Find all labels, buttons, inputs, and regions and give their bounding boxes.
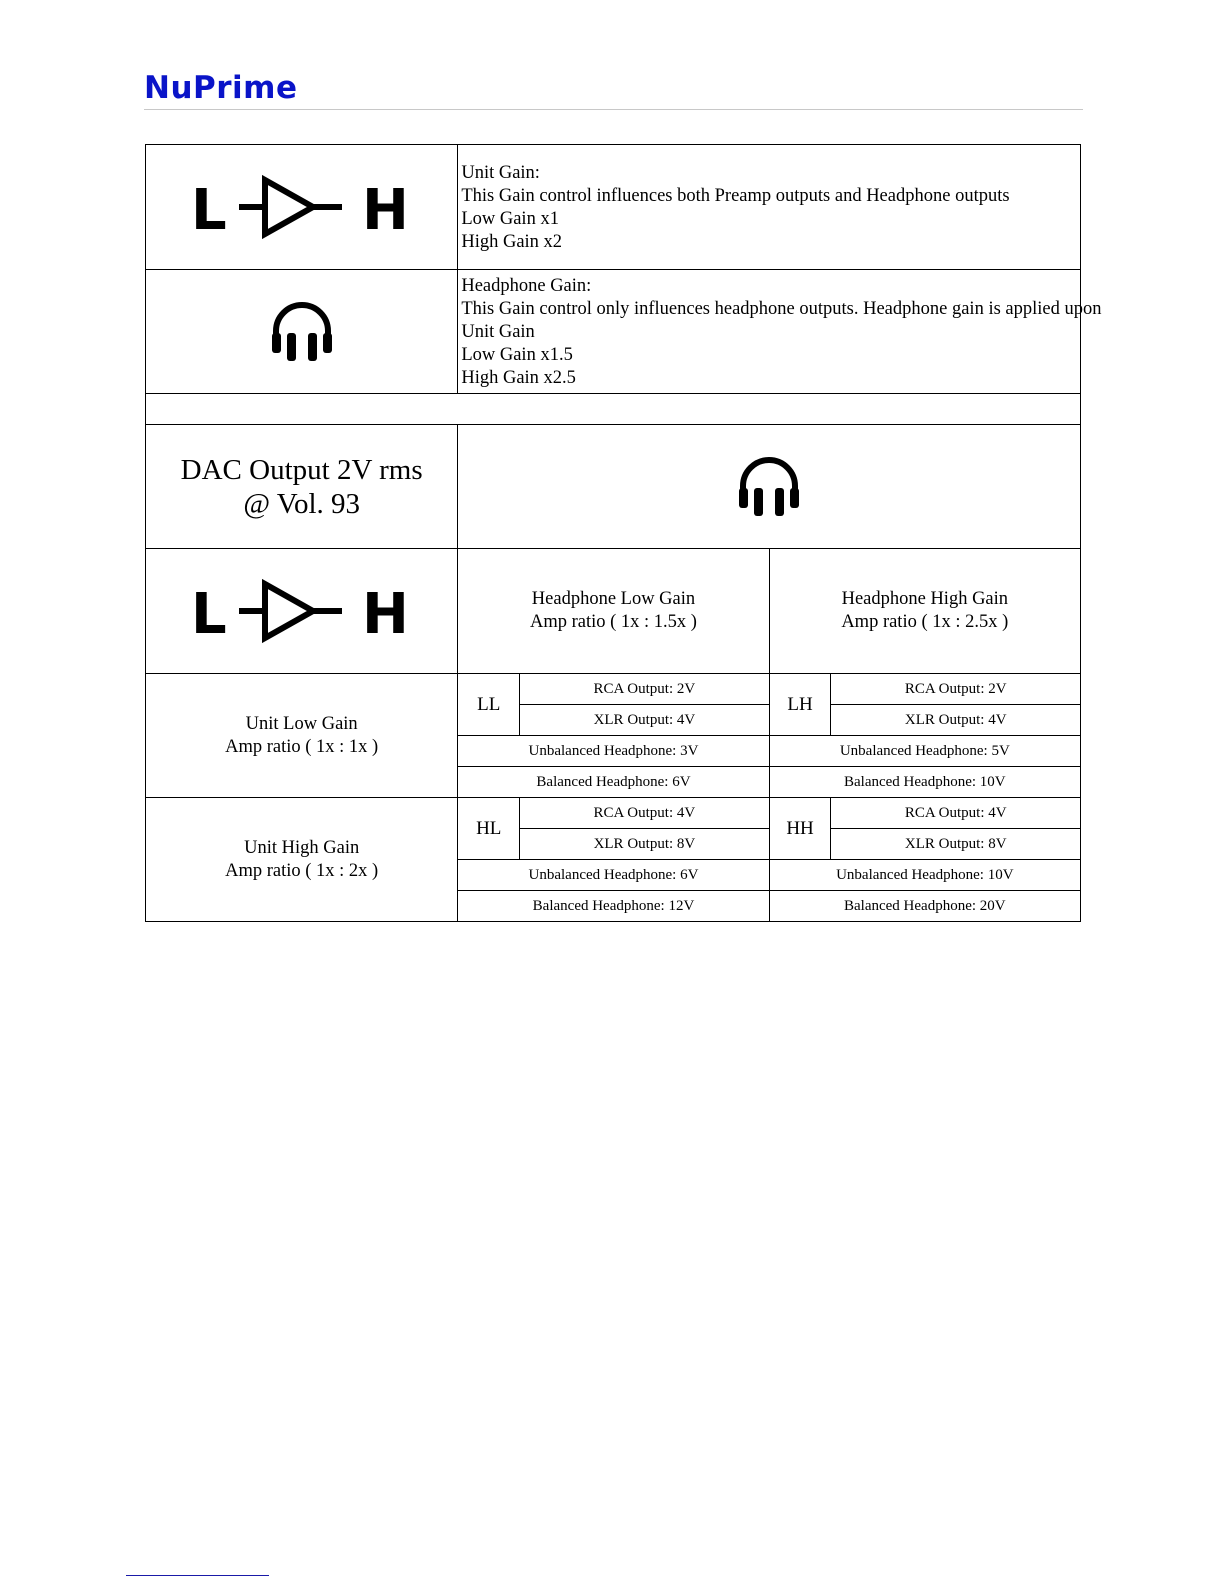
mode-code-lh: LH (769, 674, 831, 736)
headphone-icon (737, 456, 801, 518)
headphone-gain-low: Low Gain x1.5 (461, 345, 573, 365)
unbalanced-headphone-hh: Unbalanced Headphone: 10V (769, 860, 1080, 891)
headphone-high-gain-ratio: Amp ratio ( 1x : 2.5x ) (841, 612, 1009, 632)
gain-low-letter: L (190, 178, 227, 242)
unit-high-gain-ratio: Amp ratio ( 1x : 2x ) (225, 860, 379, 881)
headphone-high-gain-header (769, 549, 1080, 674)
unit-gain-icon-cell (146, 145, 458, 270)
unit-low-gain-header (146, 674, 458, 798)
unit-low-gain-title: Unit Low Gain (245, 713, 358, 734)
gain-low-letter: L (190, 582, 227, 646)
gain-high-letter: H (361, 582, 409, 646)
rca-output-hl: RCA Output: 4V (520, 798, 769, 829)
mode-code-hl: HL (458, 798, 520, 860)
balanced-headphone-ll: Balanced Headphone: 6V (458, 767, 769, 798)
unbalanced-headphone-lh: Unbalanced Headphone: 5V (769, 736, 1080, 767)
headphone-gain-title: Headphone Gain: (461, 276, 592, 296)
unbalanced-headphone-hl: Unbalanced Headphone: 6V (458, 860, 769, 891)
headphone-header-cell (458, 425, 1081, 549)
spacer-cell (146, 394, 1081, 425)
xlr-output-hl: XLR Output: 8V (520, 829, 769, 860)
table-row (146, 674, 1081, 705)
mode-code-ll: LL (458, 674, 520, 736)
rca-output-lh: RCA Output: 2V (831, 674, 1081, 705)
footer-divider (126, 1575, 269, 1576)
gain-switch-icon (187, 576, 417, 646)
balanced-headphone-hh: Balanced Headphone: 20V (769, 891, 1080, 922)
headphone-low-gain-ratio: Amp ratio ( 1x : 1.5x ) (529, 612, 697, 632)
headphone-gain-high: High Gain x2.5 (461, 368, 576, 388)
rca-output-ll: RCA Output: 2V (520, 674, 769, 705)
unit-low-gain-ratio: Amp ratio ( 1x : 1x ) (225, 736, 379, 757)
headphone-icon (270, 301, 334, 363)
unit-gain-title: Unit Gain: (461, 163, 540, 183)
headphone-gain-description (458, 270, 1102, 394)
mode-code-hh: HH (769, 798, 831, 860)
unbalanced-headphone-ll: Unbalanced Headphone: 3V (458, 736, 769, 767)
gain-spec-table (145, 144, 1102, 922)
balanced-headphone-hl: Balanced Headphone: 12V (458, 891, 769, 922)
headphone-gain-text: This Gain control only influences headphone outputs. Headphone gain is applied upon (461, 299, 1102, 319)
xlr-output-ll: XLR Output: 4V (520, 705, 769, 736)
dac-output-volume: @ Vol. 93 (243, 487, 361, 520)
unit-gain-text: This Gain control influences both Preamp outputs and Headphone outputs (461, 186, 1010, 206)
unit-gain-low: Low Gain x1 (461, 209, 559, 229)
unit-gain-high: High Gain x2 (461, 232, 563, 252)
headphone-gain-row (146, 270, 1081, 394)
header-divider (144, 109, 1083, 110)
dac-output-row (146, 425, 1081, 549)
rca-output-hh: RCA Output: 4V (831, 798, 1081, 829)
gain-switch-icon (187, 172, 417, 242)
dac-output-cell (146, 425, 458, 549)
headphone-low-gain-title: Headphone Low Gain (531, 589, 696, 609)
unit-high-gain-header (146, 798, 458, 922)
headphone-gain-text-cont: Unit Gain (461, 322, 535, 342)
headphone-gain-header-row (146, 549, 1081, 674)
spacer-row (146, 394, 1081, 425)
headphone-high-gain-title: Headphone High Gain (841, 589, 1009, 609)
unit-gain-row (146, 145, 1081, 270)
dac-output-label: DAC Output 2V rms (180, 453, 423, 486)
unit-gain-description (458, 145, 1081, 270)
brand-logo: NuPrime (144, 70, 298, 106)
xlr-output-lh: XLR Output: 4V (831, 705, 1081, 736)
headphone-low-gain-header (458, 549, 769, 674)
gain-high-letter: H (361, 178, 409, 242)
table-row (146, 798, 1081, 829)
headphone-gain-icon-cell (146, 270, 458, 394)
xlr-output-hh: XLR Output: 8V (831, 829, 1081, 860)
balanced-headphone-lh: Balanced Headphone: 10V (769, 767, 1080, 798)
unit-gain-switch-cell (146, 549, 458, 674)
unit-high-gain-title: Unit High Gain (244, 837, 360, 858)
